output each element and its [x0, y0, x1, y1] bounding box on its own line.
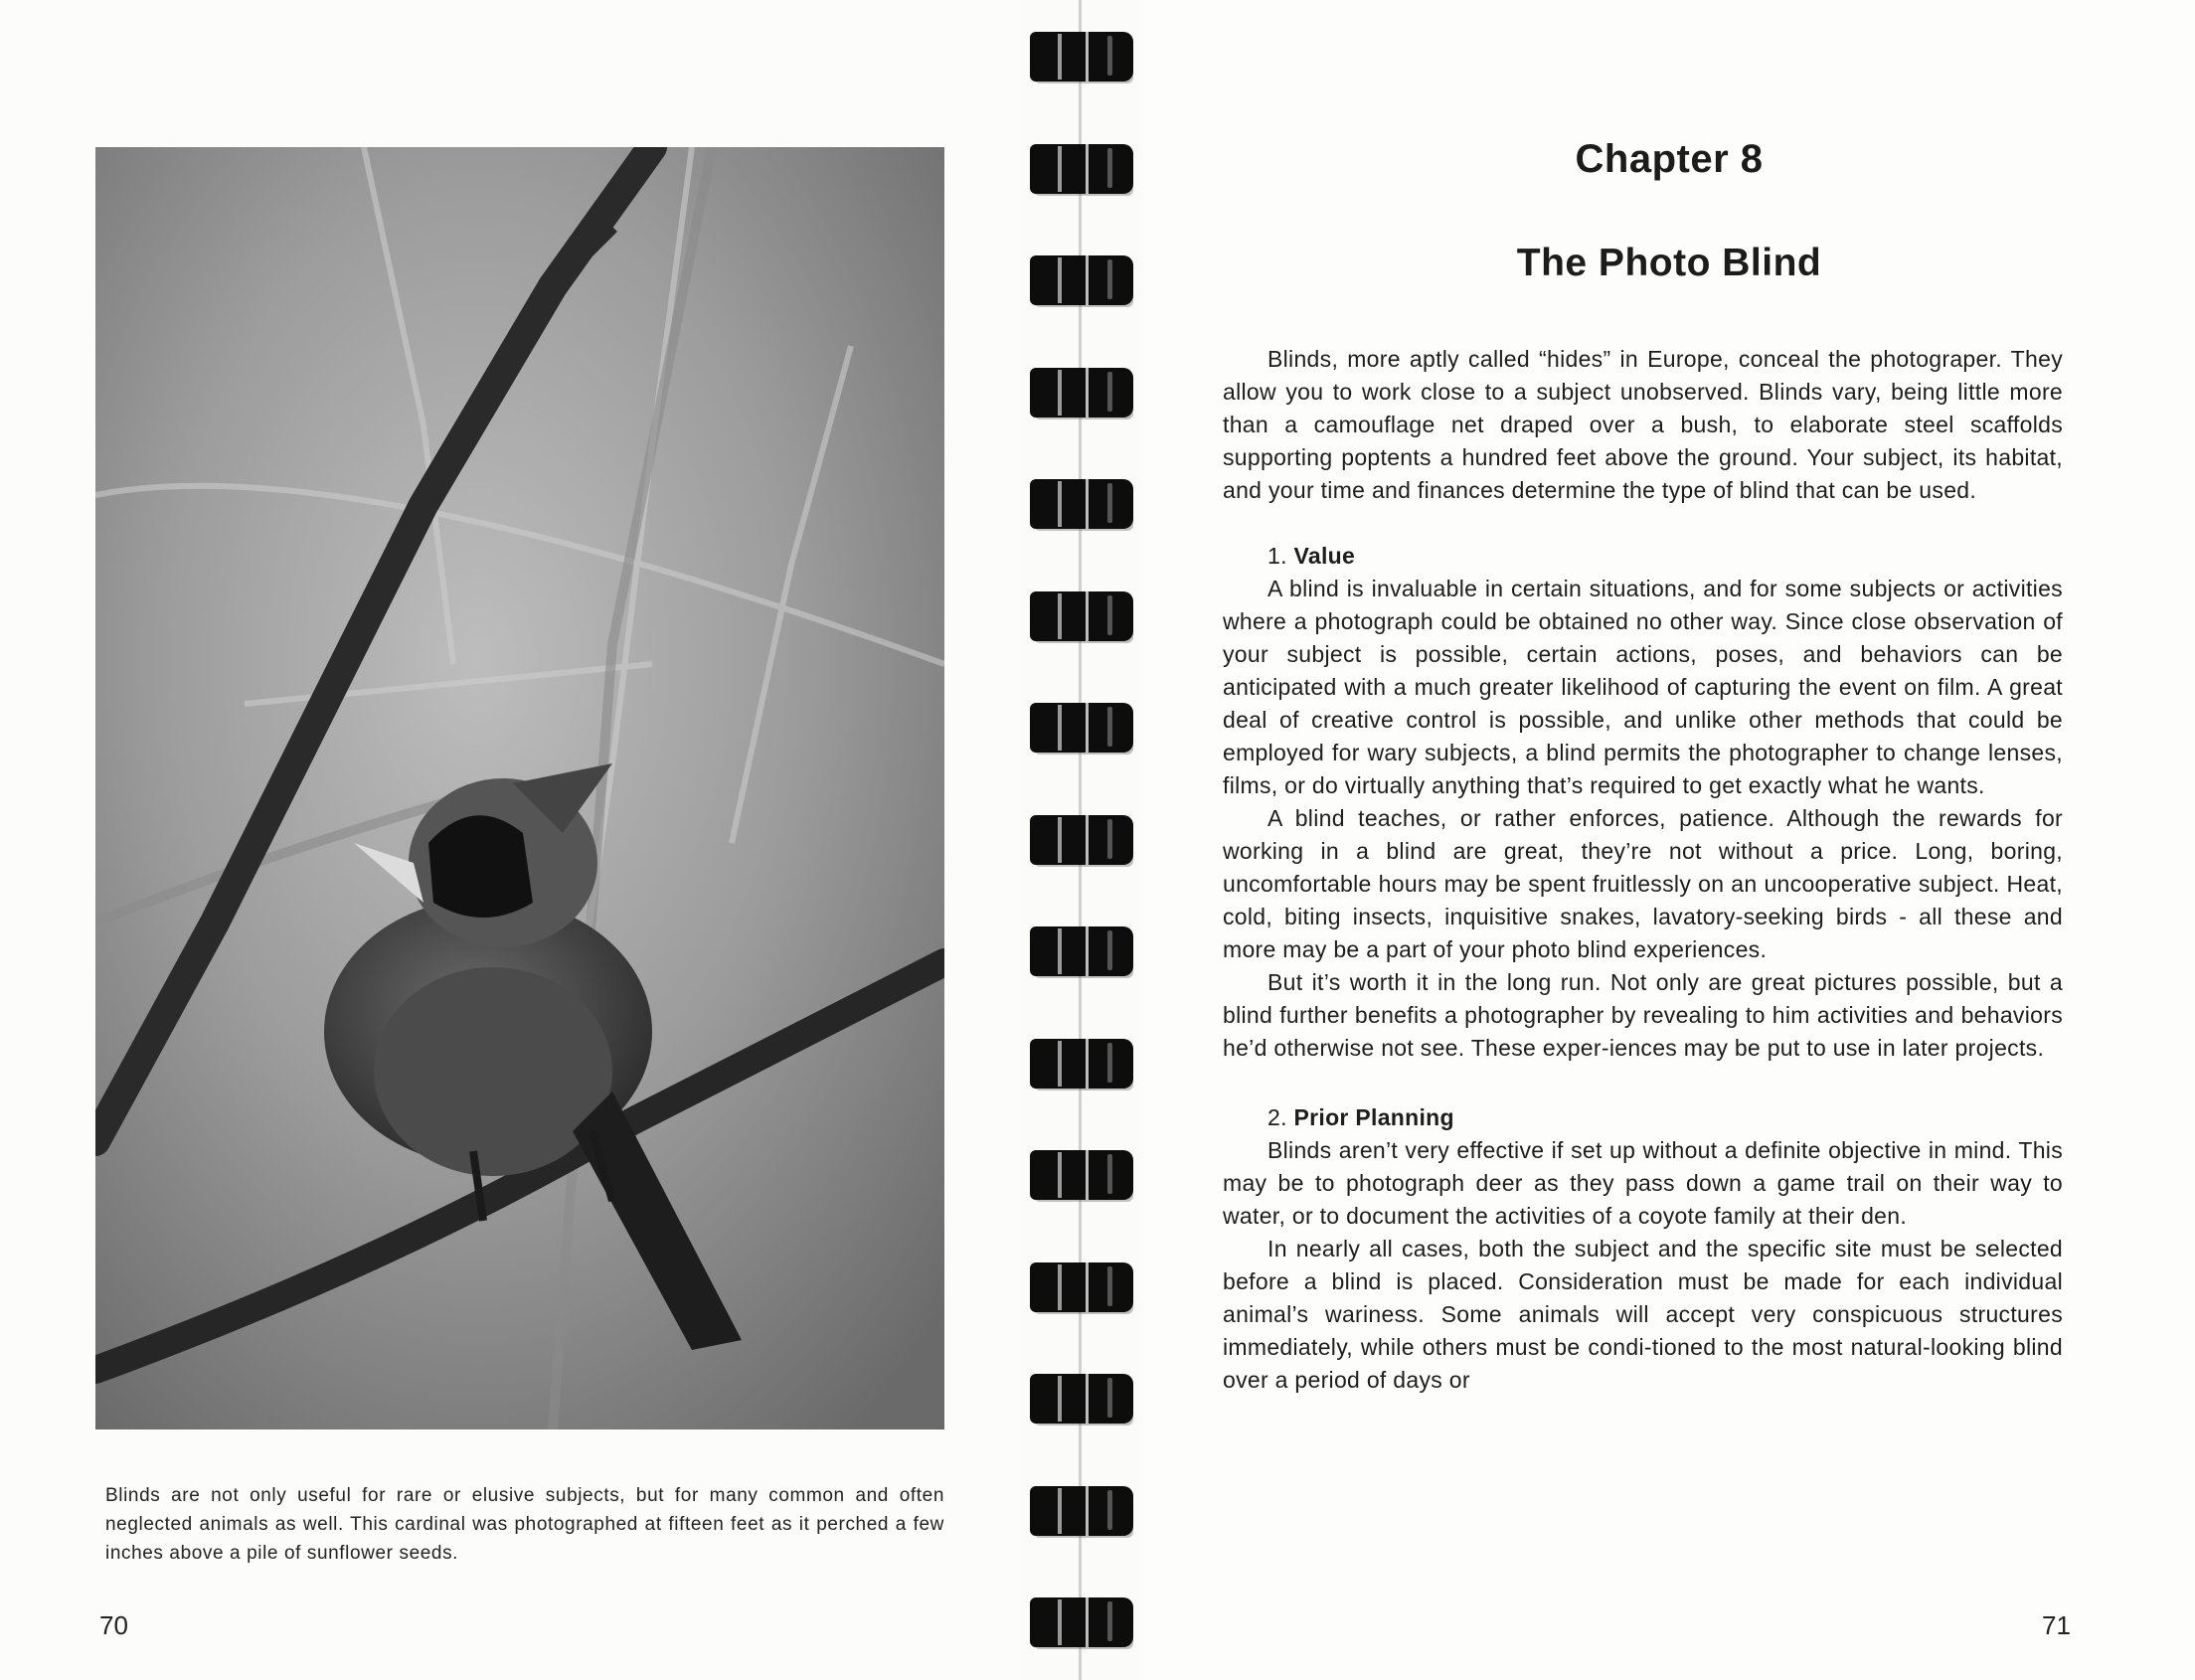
binding-coil	[1028, 28, 1139, 89]
section-number: 2.	[1267, 1104, 1287, 1130]
chapter-body	[1223, 343, 2063, 1397]
page-number-right: 71	[2042, 1610, 2071, 1640]
chapter-number: Chapter 8	[1575, 137, 1764, 181]
binding-coil	[1028, 1482, 1139, 1544]
section-title: Value	[1293, 543, 1356, 569]
binding-coil	[1028, 1259, 1139, 1320]
binding-coil	[1028, 1146, 1139, 1208]
paragraph: But it’s worth it in the long run. Not only are great pictures possible, but a blind further benefits a photographer by revealing to him activities and behaviors he’d otherwise not see. These exper-iences may be put to use in later projects.	[1223, 969, 2063, 1061]
section-number: 1.	[1267, 543, 1287, 569]
binding-coil	[1028, 588, 1139, 649]
paragraph: In nearly all cases, both the subject and the specific site must be selected before a blind is placed. Consideration must be made for each individual animal’s wariness. Some animals will accept very conspicuous structures immediately, while others must be condi-tioned to the most natural-looking blind over a period of days or	[1223, 1236, 2063, 1393]
binding-coil	[1028, 252, 1139, 313]
binding-coil	[1028, 1035, 1139, 1096]
spiral-binding	[1024, 0, 1143, 1680]
photo-caption	[105, 1481, 944, 1568]
section-title: Prior Planning	[1293, 1104, 1454, 1130]
paragraph: A blind teaches, or rather enforces, patience. Although the rewards for working in a blind are great, they’re not without a price. Long, boring, uncomfortable hours may be spent fruitlessly on an uncooperative subject. Heat, cold, biting insects, inquisitive snakes, lavatory-seeking birds - all these and more may be a part of your photo blind experiences.	[1223, 805, 2063, 962]
binding-coil	[1028, 1370, 1139, 1431]
caption-text: Blinds are not only useful for rare or elusive subjects, but for many common and often neglected animals as well. This cardinal was photographed at fifteen feet as it perched a few inches above a pile of sunflower seeds.	[105, 1485, 944, 1564]
binding-coil	[1028, 923, 1139, 984]
cardinal-photo-drawing	[95, 147, 944, 1429]
binding-coil	[1028, 475, 1139, 537]
binding-coil	[1028, 811, 1139, 873]
right-page	[1143, 0, 2195, 1680]
binding-coil	[1028, 140, 1139, 202]
section-heading-value	[1223, 540, 2063, 573]
section-heading-prior-planning	[1223, 1101, 2063, 1134]
chapter-title: The Photo Blind	[1516, 242, 1822, 284]
paragraph: A blind is invaluable in certain situations, and for some subjects or activities where a photograph could be obtained no other way. Since close observation of your subject is possible, certain actions, poses, and behaviors can be anticipated with a much greater likelihood of capturing the event on film. A great deal of creative control is possible, and unlike other methods that could be employed for wary subjects, a blind permits the photographer to change lenses, films, or do virtually anything that’s required to get exactly what he wants.	[1223, 576, 2063, 798]
left-page	[0, 0, 1024, 1680]
binding-coil	[1028, 364, 1139, 425]
intro-paragraph: Blinds, more aptly called “hides” in Europe, conceal the photograper. They allow you to work close to a subject unobserved. Blinds vary, being little more than a camouflage net draped over a bush, to elaborate steel scaffolds supporting poptents a hundred feet above the ground. Your subject, its habitat, and your time and finances determine the type of blind that can be used.	[1223, 346, 2063, 503]
binding-coil	[1028, 1594, 1139, 1655]
cardinal-photograph	[95, 147, 944, 1429]
paragraph: Blinds aren’t very effective if set up without a definite objective in mind. This may be to photograph deer as they pass down a game trail on their way to water, or to document the activities of a coyote family at their den.	[1223, 1137, 2063, 1229]
page-number-left: 70	[99, 1610, 128, 1640]
binding-coil	[1028, 699, 1139, 760]
